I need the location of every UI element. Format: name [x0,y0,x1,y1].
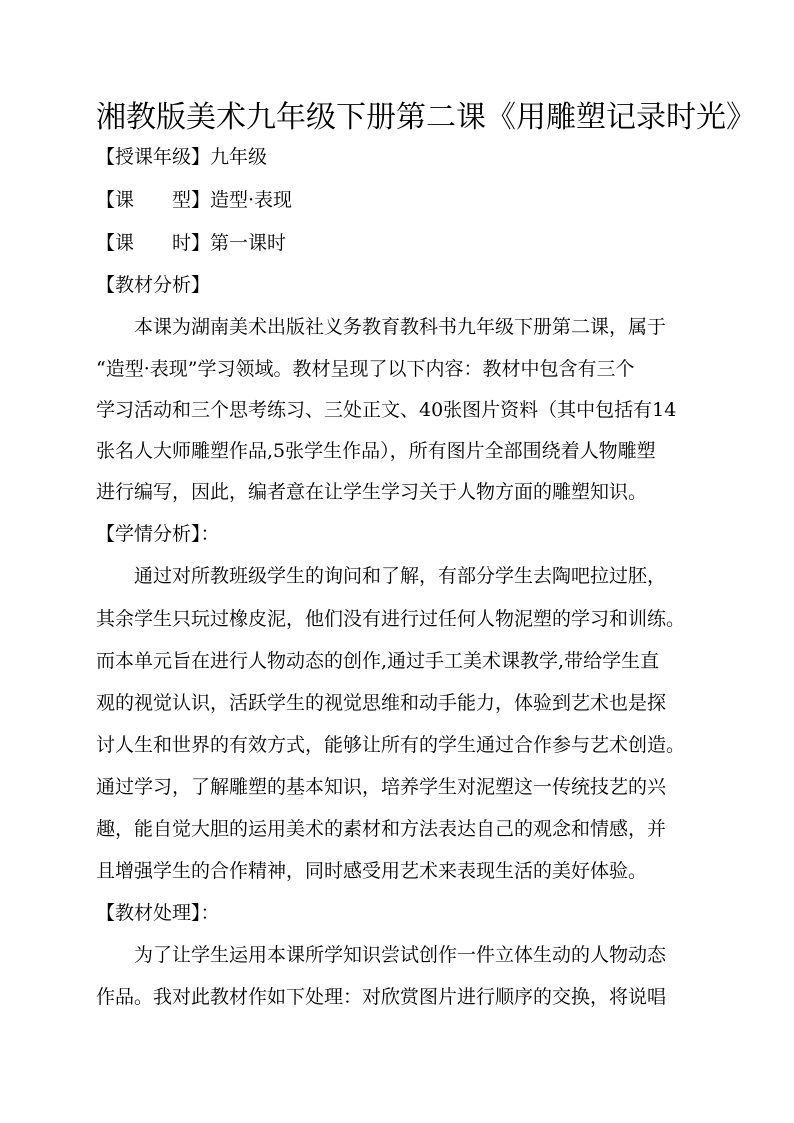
processing-paragraph-line: 为了让学生运用本课所学知识尝试创作一件立体生动的人物动态 [134,944,667,966]
student-paragraph-line: 其余学生只玩过橡皮泥，他们没有进行过任何人物泥塑的学习和训练。 [96,608,686,630]
student-paragraph-line: 而本单元旨在进行人物动态的创作,通过手工美术课教学,带给学生直 [96,650,660,672]
material-paragraph-line: 进行编写，因此，编者意在让学生学习关于人物方面的雕塑知识。 [96,481,648,503]
student-paragraph-line: 观的视觉认识，活跃学生的视觉思维和动手能力，体验到艺术也是探 [96,692,667,714]
student-paragraph-line: 通过学习，了解雕塑的基本知识，培养学生对泥塑这一传统技艺的兴 [96,776,667,798]
lesson-period-line: 【课 时】第一课时 [96,232,287,254]
material-paragraph-line: 学习活动和三个思考练习、三处正文、40张图片资料（其中包括有14 [96,399,677,421]
student-paragraph-line: 通过对所教班级学生的询问和了解，有部分学生去陶吧拉过胚， [134,565,667,587]
grade-line: 【授课年级】九年级 [96,146,268,168]
document-title: 湘教版美术九年级下册第二课《用雕塑记录时光》 [96,100,756,135]
student-paragraph-line: 且增强学生的合作精神，同时感受用艺术来表现生活的美好体验。 [96,860,648,882]
material-paragraph-line: 张名人大师雕塑作品,5张学生作品），所有图片全部围绕着人物雕塑 [96,440,656,462]
material-paragraph-line: “造型·表现”学习领域。教材呈现了以下内容：教材中包含有三个 [96,358,635,380]
material-analysis-heading: 【教材分析】 [96,274,211,296]
processing-paragraph-line: 作品。我对此教材作如下处理：对欣赏图片进行顺序的交换，将说唱 [96,986,667,1008]
lesson-type-line: 【课 型】造型·表现 [96,189,293,211]
student-paragraph-line: 讨人生和世界的有效方式，能够让所有的学生通过合作参与艺术创造。 [96,734,686,756]
material-paragraph-line: 本课为湖南美术出版社义务教育教科书九年级下册第二课，属于 [134,316,667,338]
student-paragraph-line: 趣，能自觉大胆的运用美术的素材和方法表达自己的观念和情感，并 [96,818,667,840]
student-analysis-heading: 【学情分析】： [96,523,220,545]
material-processing-heading: 【教材处理】： [96,902,220,924]
